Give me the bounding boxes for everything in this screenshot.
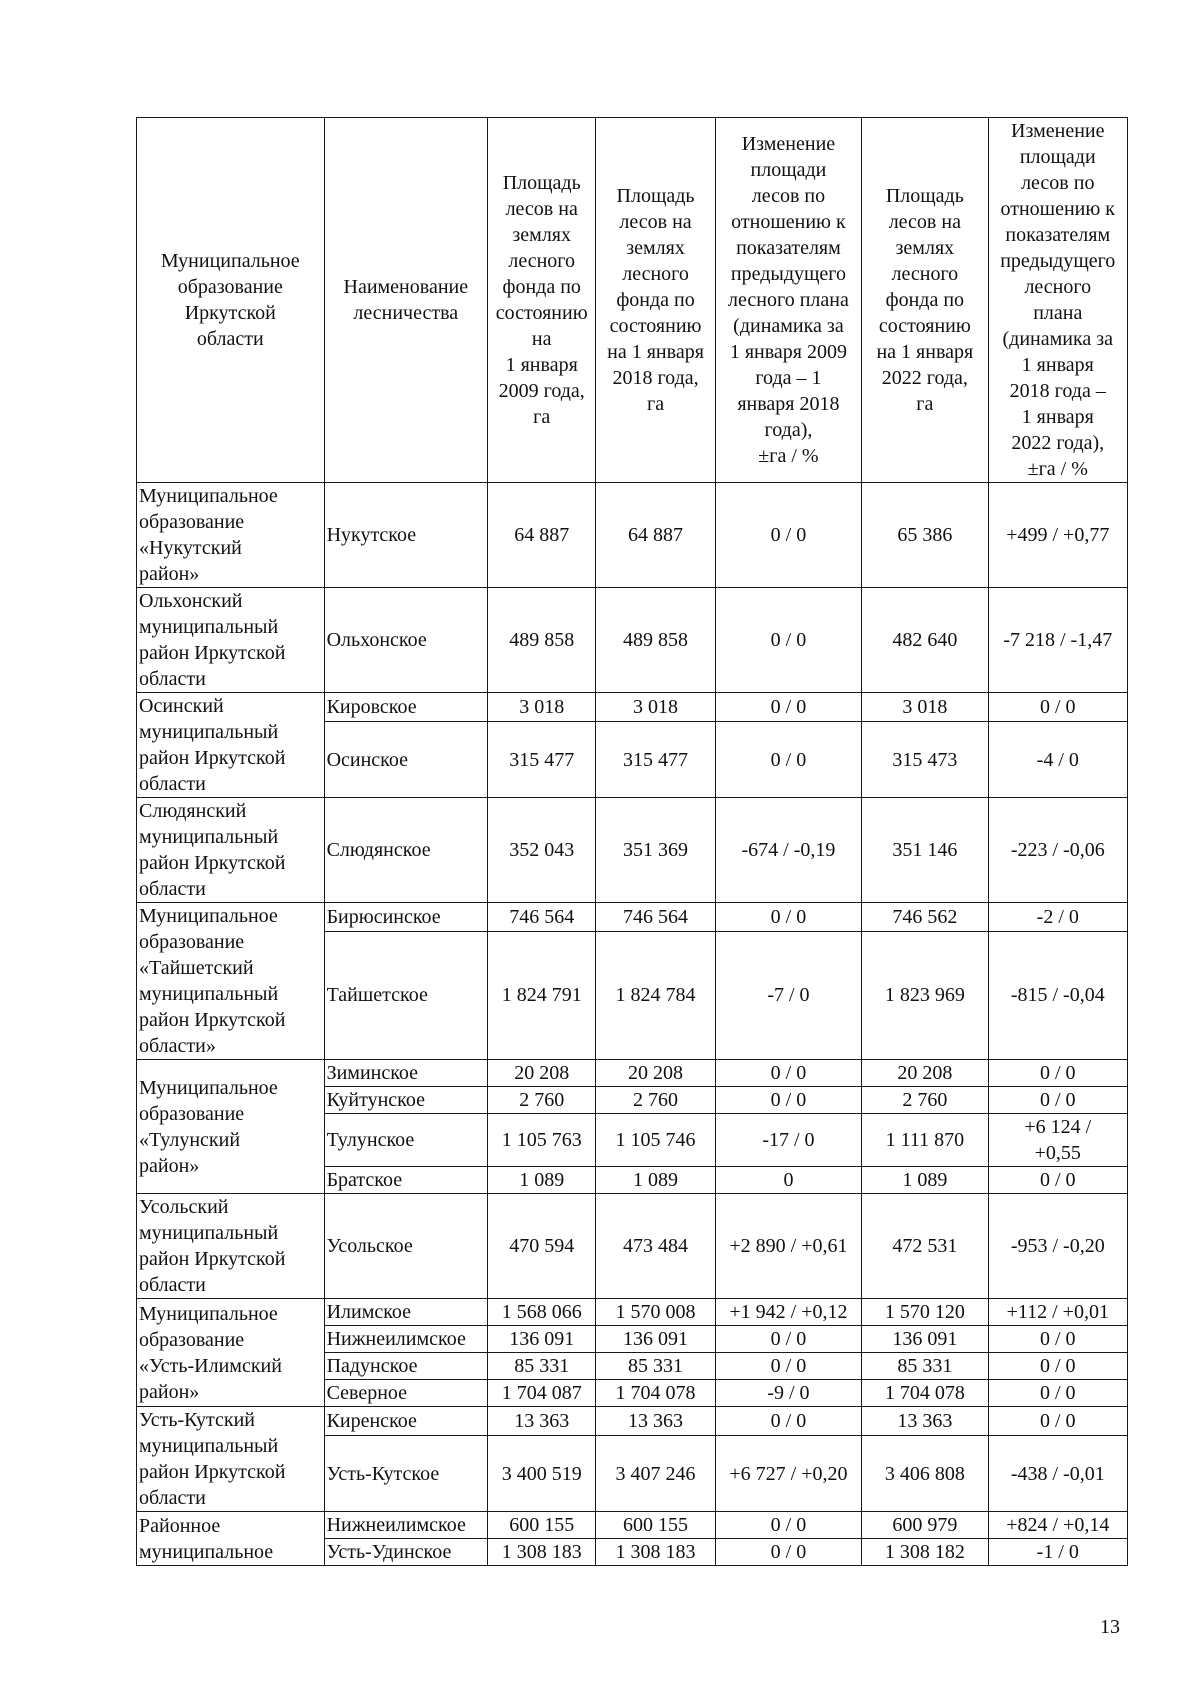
table-row [137, 483, 1128, 588]
municipality-cell: Слюдянский муниципальный район Иркутской области [137, 798, 325, 903]
area-2018-cell: 1 570 008 [596, 1299, 715, 1326]
forestry-name-cell: Северное [324, 1380, 487, 1407]
change-2018-2022-cell: -1 / 0 [988, 1539, 1127, 1566]
municipality-cell: Ольхонский муниципальный район Иркутской области [137, 588, 325, 693]
area-2022-cell: 85 331 [862, 1353, 988, 1380]
table-row [137, 1512, 1128, 1539]
area-2022-cell: 1 308 182 [862, 1539, 988, 1566]
forestry-name-cell: Нукутское [324, 483, 487, 588]
area-2009-cell: 600 155 [488, 1512, 596, 1539]
area-2009-cell: 1 105 763 [488, 1114, 596, 1167]
change-2018-2022-cell: 0 / 0 [988, 1326, 1127, 1353]
area-2022-cell: 746 562 [862, 903, 988, 932]
change-2009-2018-cell: -17 / 0 [715, 1114, 861, 1167]
change-2018-2022-cell: 0 / 0 [988, 693, 1127, 722]
area-2022-cell: 1 704 078 [862, 1380, 988, 1407]
header-municipality: Муниципальное образование Иркутской области [137, 118, 325, 483]
area-2018-cell: 600 155 [596, 1512, 715, 1539]
area-2009-cell: 85 331 [488, 1353, 596, 1380]
table-header-row [137, 118, 1128, 483]
municipality-cell: Муниципальное образование «Нукутский район» [137, 483, 325, 588]
change-2009-2018-cell: 0 / 0 [715, 722, 861, 798]
change-2009-2018-cell: 0 / 0 [715, 903, 861, 932]
area-2022-cell: 1 111 870 [862, 1114, 988, 1167]
change-2018-2022-cell: -815 / -0,04 [988, 931, 1127, 1059]
forestry-name-cell: Зиминское [324, 1060, 487, 1087]
area-2018-cell: 85 331 [596, 1353, 715, 1380]
area-2009-cell: 64 887 [488, 483, 596, 588]
area-2022-cell: 472 531 [862, 1194, 988, 1299]
area-2018-cell: 64 887 [596, 483, 715, 588]
area-2022-cell: 136 091 [862, 1326, 988, 1353]
table-row [137, 588, 1128, 693]
table-row [137, 1407, 1128, 1436]
header-change-2018-2022: Изменение площади лесов по отношению к показателям предыдущего лесного плана (динамика за 1 января 2018 года – 1 января 2022 года), ±га / % [988, 118, 1127, 483]
area-2022-cell: 3 018 [862, 693, 988, 722]
area-2018-cell: 473 484 [596, 1194, 715, 1299]
municipality-cell: Усольский муниципальный район Иркутской области [137, 1194, 325, 1299]
change-2018-2022-cell: +112 / +0,01 [988, 1299, 1127, 1326]
table-row [137, 798, 1128, 903]
change-2009-2018-cell: 0 / 0 [715, 1326, 861, 1353]
change-2009-2018-cell: 0 / 0 [715, 1060, 861, 1087]
area-2018-cell: 3 018 [596, 693, 715, 722]
forestry-name-cell: Киренское [324, 1407, 487, 1436]
header-area-2009: Площадь лесов на землях лесного фонда по состоянию на 1 января 2009 года, га [488, 118, 596, 483]
change-2018-2022-cell: -7 218 / -1,47 [988, 588, 1127, 693]
area-2022-cell: 315 473 [862, 722, 988, 798]
change-2009-2018-cell: 0 / 0 [715, 1087, 861, 1114]
area-2022-cell: 1 570 120 [862, 1299, 988, 1326]
area-2022-cell: 1 089 [862, 1167, 988, 1194]
area-2022-cell: 13 363 [862, 1407, 988, 1436]
area-2018-cell: 489 858 [596, 588, 715, 693]
change-2009-2018-cell: -674 / -0,19 [715, 798, 861, 903]
change-2009-2018-cell: -7 / 0 [715, 931, 861, 1059]
change-2018-2022-cell: 0 / 0 [988, 1353, 1127, 1380]
change-2009-2018-cell: 0 / 0 [715, 1539, 861, 1566]
header-area-2022: Площадь лесов на землях лесного фонда по состоянию на 1 января 2022 года, га [862, 118, 988, 483]
change-2009-2018-cell: 0 / 0 [715, 693, 861, 722]
area-2018-cell: 351 369 [596, 798, 715, 903]
area-2018-cell: 315 477 [596, 722, 715, 798]
forestry-name-cell: Нижнеилимское [324, 1512, 487, 1539]
forestry-name-cell: Ольхонское [324, 588, 487, 693]
change-2009-2018-cell: 0 / 0 [715, 483, 861, 588]
area-2009-cell: 3 400 519 [488, 1436, 596, 1512]
table-body [137, 483, 1128, 1566]
area-2018-cell: 1 704 078 [596, 1380, 715, 1407]
forestry-name-cell: Усть-Кутское [324, 1436, 487, 1512]
forest-area-table [136, 117, 1128, 1566]
area-2009-cell: 13 363 [488, 1407, 596, 1436]
change-2018-2022-cell: +6 124 / +0,55 [988, 1114, 1127, 1167]
area-2009-cell: 136 091 [488, 1326, 596, 1353]
forestry-name-cell: Нижнеилимское [324, 1326, 487, 1353]
forestry-name-cell: Илимское [324, 1299, 487, 1326]
table-row [137, 1299, 1128, 1326]
municipality-cell: Муниципальное образование «Тулунский район» [137, 1060, 325, 1194]
area-2018-cell: 3 407 246 [596, 1436, 715, 1512]
area-2009-cell: 352 043 [488, 798, 596, 903]
forestry-name-cell: Тайшетское [324, 931, 487, 1059]
change-2018-2022-cell: -438 / -0,01 [988, 1436, 1127, 1512]
area-2018-cell: 2 760 [596, 1087, 715, 1114]
area-2022-cell: 3 406 808 [862, 1436, 988, 1512]
area-2009-cell: 2 760 [488, 1087, 596, 1114]
municipality-cell: Районное муниципальное [137, 1512, 325, 1566]
change-2009-2018-cell: 0 / 0 [715, 588, 861, 693]
municipality-cell: Муниципальное образование «Усть-Илимский район» [137, 1299, 325, 1407]
area-2022-cell: 65 386 [862, 483, 988, 588]
change-2018-2022-cell: 0 / 0 [988, 1087, 1127, 1114]
change-2018-2022-cell: -223 / -0,06 [988, 798, 1127, 903]
change-2009-2018-cell: 0 / 0 [715, 1407, 861, 1436]
area-2009-cell: 1 089 [488, 1167, 596, 1194]
change-2009-2018-cell: +2 890 / +0,61 [715, 1194, 861, 1299]
change-2018-2022-cell: 0 / 0 [988, 1060, 1127, 1087]
area-2009-cell: 315 477 [488, 722, 596, 798]
table-row [137, 903, 1128, 932]
area-2018-cell: 746 564 [596, 903, 715, 932]
change-2018-2022-cell: 0 / 0 [988, 1167, 1127, 1194]
change-2009-2018-cell: 0 / 0 [715, 1353, 861, 1380]
area-2022-cell: 20 208 [862, 1060, 988, 1087]
area-2018-cell: 1 089 [596, 1167, 715, 1194]
change-2018-2022-cell: +499 / +0,77 [988, 483, 1127, 588]
forestry-name-cell: Тулунское [324, 1114, 487, 1167]
forestry-name-cell: Усольское [324, 1194, 487, 1299]
area-2009-cell: 470 594 [488, 1194, 596, 1299]
change-2018-2022-cell: +824 / +0,14 [988, 1512, 1127, 1539]
area-2009-cell: 1 568 066 [488, 1299, 596, 1326]
change-2018-2022-cell: 0 / 0 [988, 1407, 1127, 1436]
forestry-name-cell: Бирюсинское [324, 903, 487, 932]
change-2018-2022-cell: -2 / 0 [988, 903, 1127, 932]
change-2018-2022-cell: -953 / -0,20 [988, 1194, 1127, 1299]
change-2009-2018-cell: +6 727 / +0,20 [715, 1436, 861, 1512]
area-2022-cell: 2 760 [862, 1087, 988, 1114]
area-2009-cell: 489 858 [488, 588, 596, 693]
area-2018-cell: 136 091 [596, 1326, 715, 1353]
area-2022-cell: 351 146 [862, 798, 988, 903]
forestry-name-cell: Братское [324, 1167, 487, 1194]
area-2022-cell: 600 979 [862, 1512, 988, 1539]
header-change-2009-2018: Изменение площади лесов по отношению к показателям предыдущего лесного плана (динамика за 1 января 2009 года – 1 января 2018 года), ±га / % [715, 118, 861, 483]
forestry-name-cell: Куйтунское [324, 1087, 487, 1114]
forestry-name-cell: Слюдянское [324, 798, 487, 903]
area-2009-cell: 1 824 791 [488, 931, 596, 1059]
table-row [137, 1194, 1128, 1299]
area-2018-cell: 20 208 [596, 1060, 715, 1087]
forestry-name-cell: Осинское [324, 722, 487, 798]
table-row [137, 1060, 1128, 1087]
area-2022-cell: 482 640 [862, 588, 988, 693]
area-2009-cell: 1 704 087 [488, 1380, 596, 1407]
municipality-cell: Усть-Кутский муниципальный район Иркутской области [137, 1407, 325, 1512]
area-2018-cell: 1 824 784 [596, 931, 715, 1059]
municipality-cell: Муниципальное образование «Тайшетский муниципальный район Иркутской области» [137, 903, 325, 1060]
area-2009-cell: 1 308 183 [488, 1539, 596, 1566]
area-2009-cell: 3 018 [488, 693, 596, 722]
area-2022-cell: 1 823 969 [862, 931, 988, 1059]
change-2009-2018-cell: 0 [715, 1167, 861, 1194]
header-forestry-name: Наименование лесничества [324, 118, 487, 483]
change-2018-2022-cell: -4 / 0 [988, 722, 1127, 798]
table-row [137, 693, 1128, 722]
area-2009-cell: 746 564 [488, 903, 596, 932]
change-2009-2018-cell: +1 942 / +0,12 [715, 1299, 861, 1326]
area-2018-cell: 1 105 746 [596, 1114, 715, 1167]
area-2009-cell: 20 208 [488, 1060, 596, 1087]
forestry-name-cell: Падунское [324, 1353, 487, 1380]
forestry-name-cell: Кировское [324, 693, 487, 722]
change-2018-2022-cell: 0 / 0 [988, 1380, 1127, 1407]
change-2009-2018-cell: 0 / 0 [715, 1512, 861, 1539]
header-area-2018: Площадь лесов на землях лесного фонда по состоянию на 1 января 2018 года, га [596, 118, 715, 483]
area-2018-cell: 1 308 183 [596, 1539, 715, 1566]
page-number: 13 [1100, 1616, 1120, 1638]
forestry-name-cell: Усть-Удинское [324, 1539, 487, 1566]
change-2009-2018-cell: -9 / 0 [715, 1380, 861, 1407]
area-2018-cell: 13 363 [596, 1407, 715, 1436]
municipality-cell: Осинский муниципальный район Иркутской области [137, 693, 325, 798]
